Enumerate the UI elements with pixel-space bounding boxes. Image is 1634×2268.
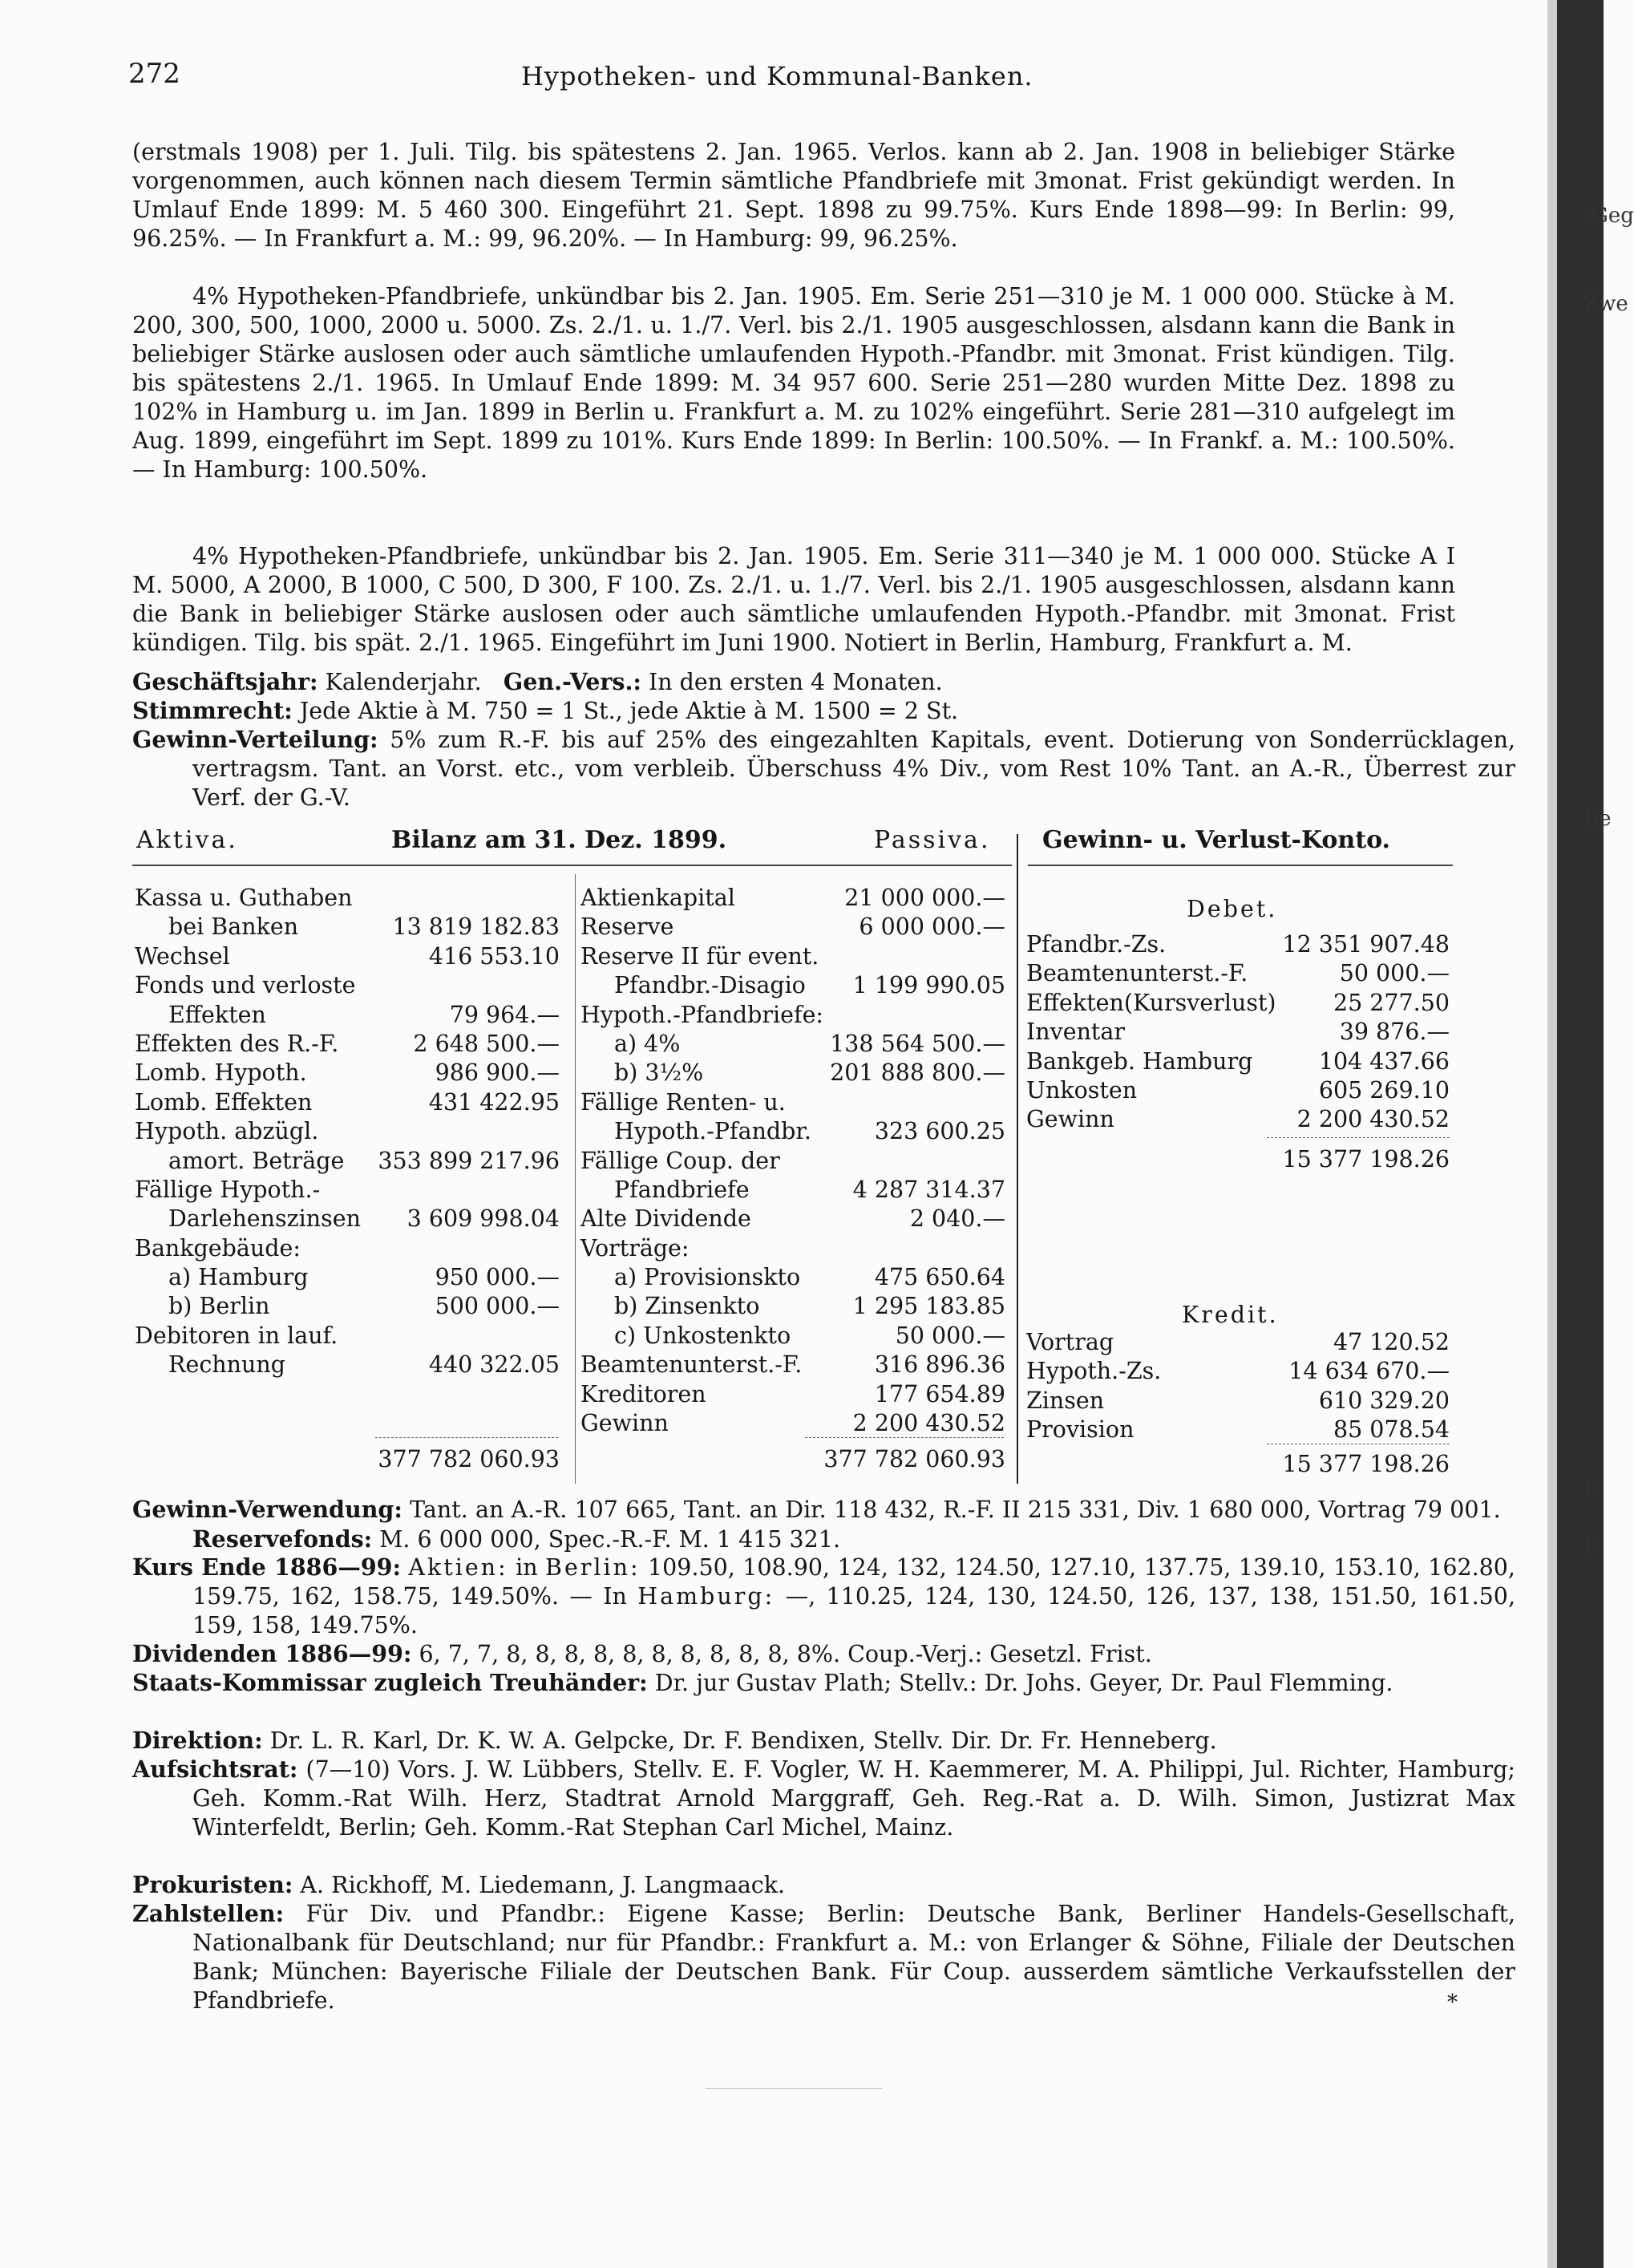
margin-fragment: Zwe (1583, 292, 1628, 316)
row-label: a) Provisionskto (614, 1264, 801, 1291)
row-label: Vortrag (1026, 1329, 1114, 1355)
row-label: Fällige Hypoth.- (135, 1176, 321, 1203)
row-value: 316 896.36 (874, 1351, 1005, 1379)
table-row (580, 1030, 1005, 1059)
page-gutter (1557, 0, 1604, 2268)
passiva-sum-rule (805, 1437, 1004, 1438)
row-value: 500 000.— (435, 1293, 560, 1320)
row-value: 610 329.20 (1318, 1387, 1450, 1414)
label: Geschäftsjahr: (132, 668, 318, 695)
row-label: b) Berlin (168, 1293, 270, 1320)
row-label: Inventar (1026, 1019, 1126, 1046)
row-value: 2 200 430.52 (1296, 1106, 1450, 1133)
table-row (580, 1059, 1005, 1087)
value: Dr. L. R. Karl, Dr. K. W. A. Gelpcke, Dr. F. Bendixen, Stellv. Dir. Dr. Fr. Henneberg. (269, 1727, 1217, 1754)
value: In den ersten 4 Monaten. (648, 669, 943, 695)
row-value: 138 564 500.— (830, 1030, 1005, 1057)
table-row (135, 913, 560, 942)
row-value: 4 287 314.37 (852, 1176, 1005, 1203)
table-row (135, 1176, 560, 1205)
kredit-table (1026, 1328, 1450, 1445)
row-label: amort. Beträge (168, 1147, 345, 1174)
row-label: Hypoth. abzügl. (135, 1118, 319, 1145)
table-row (580, 1234, 1005, 1263)
row-value: 3 609 998.04 (406, 1205, 560, 1233)
kredit-heading: Kredit. (1182, 1302, 1279, 1328)
table-row (580, 1409, 1005, 1438)
row-value: 14 634 670.— (1288, 1358, 1450, 1385)
row-value: 1 199 990.05 (852, 972, 1005, 999)
row-label: Lomb. Effekten (135, 1088, 313, 1116)
row-label: Reserve II für event. (580, 942, 819, 970)
row-label: Pfandbr.-Disagio (614, 972, 806, 999)
row-label: b) 3½% (614, 1059, 704, 1087)
gutter-shadow (1547, 0, 1557, 2268)
row-label: Pfandbr.-Zs. (1026, 931, 1167, 958)
row-label: a) Hamburg (168, 1264, 309, 1291)
aktiva-sum-rule (375, 1437, 558, 1438)
intro-paragraph-1: (erstmals 1908) per 1. Juli. Tilg. bis spätestens 2. Jan. 1965. Verlos. kann ab 2. Jan. 1908 in beliebiger Stärke vorgenommen, auch können nach diesem Termin sämtliche Pfandbriefe mit 3monat. Frist gekündigt werden. In Umlauf Ende 1899: M. 5 460 300. Eingeführt 21. Sept. 1898 zu 99.75%. Kurs Ende 1898—99: In Berlin: 99, 96.25%. — In Frankfurt a. M.: 99, 96.20%. — In Hamburg: 99, 96.25%. (132, 139, 1455, 252)
table-row (135, 942, 560, 971)
dividenden-line (132, 1639, 1515, 1669)
label: Staats-Kommissar zugleich Treuhänder: (132, 1669, 648, 1696)
row-value: 25 277.50 (1333, 989, 1450, 1016)
row-label: a) 4% (614, 1030, 681, 1057)
row-value: 50 000.— (895, 1322, 1005, 1349)
row-value: 6 000 000.— (859, 913, 1005, 941)
table-row (580, 913, 1005, 942)
row-label: Hypoth.-Zs. (1026, 1358, 1162, 1385)
table-row (580, 1001, 1005, 1030)
table-row (135, 1292, 560, 1321)
row-label: Vorträge: (580, 1234, 690, 1262)
row-value: 79 964.— (449, 1001, 560, 1028)
passiva-table (580, 884, 1005, 1438)
row-label: Darlehenszinsen (168, 1205, 361, 1233)
row-label: Aktienkapital (580, 885, 735, 911)
total-value: 377 782 060.93 (823, 1446, 1005, 1472)
table-row (580, 1176, 1005, 1205)
total-value: 15 377 198.26 (1282, 1146, 1450, 1172)
row-value: 50 000.— (1339, 960, 1450, 987)
table-row (1026, 1357, 1450, 1386)
value: Kalenderjahr. (325, 669, 482, 695)
value: A. Rickhoff, M. Liedemann, J. Langmaack. (300, 1872, 786, 1898)
table-row (580, 884, 1005, 913)
row-label: c) Unkostenkto (614, 1322, 791, 1349)
label: Direktion: (132, 1727, 263, 1754)
guv-top-rule (1028, 865, 1453, 866)
table-row (135, 1030, 560, 1059)
table-row (135, 1059, 560, 1087)
row-label: Effekten (168, 1001, 266, 1028)
bilanz-column-divider (575, 874, 576, 1484)
table-row (135, 1205, 560, 1233)
total-value: 15 377 198.26 (1282, 1451, 1450, 1477)
value: Tant. an A.-R. 107 665, Tant. an Dir. 118 432, R.-F. II 215 331, Div. 1 680 000, Vortrag 79 001. (410, 1496, 1501, 1523)
row-label: Fällige Renten- u. (580, 1088, 786, 1116)
table-row (1026, 1047, 1450, 1076)
table-row (1026, 1328, 1450, 1357)
label: Prokuristen: (132, 1871, 293, 1898)
label: Reservefonds: (192, 1525, 373, 1553)
row-value: 2 200 430.52 (852, 1410, 1005, 1437)
label: Kurs Ende 1886—99: (132, 1553, 401, 1581)
row-value: 201 888 800.— (830, 1059, 1005, 1087)
label: Dividenden 1886—99: (132, 1640, 412, 1667)
row-label: Hypoth.-Pfandbr. (614, 1118, 811, 1145)
row-value: 2 040.— (909, 1205, 1005, 1233)
table-row (580, 1292, 1005, 1321)
row-label: b) Zinsenkto (614, 1293, 760, 1320)
row-value: 605 269.10 (1318, 1076, 1450, 1104)
row-value: 950 000.— (435, 1264, 560, 1291)
row-value: 2 648 500.— (413, 1030, 560, 1057)
row-label: Bankgebäude: (135, 1234, 301, 1262)
row-value: 47 120.52 (1333, 1329, 1450, 1355)
value: Dr. jur Gustav Plath; Stellv.: Dr. Johs. Geyer, Dr. Paul Flemming. (654, 1670, 1393, 1696)
row-label: Hypoth.-Pfandbriefe: (580, 1001, 824, 1028)
guv-title: Gewinn- u. Verlust-Konto. (1042, 826, 1390, 854)
label: Zahlstellen: (132, 1900, 285, 1927)
row-value: 323 600.25 (874, 1118, 1005, 1145)
row-label: Fällige Coup. der (580, 1147, 780, 1174)
table-row (135, 1147, 560, 1176)
bottom-rule (706, 2088, 882, 2089)
row-label: Wechsel (135, 942, 230, 970)
zahlstellen-paragraph (132, 1899, 1515, 2015)
value: Für Div. und Pfandbr.: Eigene Kasse; Berlin: Deutsche Bank, Berliner Handels-Gesellschaft, Nationalbank für Deutschland; nur für Pfandbr.: Frankfurt a. M.: von Erlanger & Söhne, Filiale der Deutschen Bank; München: Bayerische Filiale der Deutschen Bank. Für Coup. ausserdem sämtliche Verkaufsstellen der Pfandbriefe. (192, 1901, 1515, 2014)
table-row (1026, 1387, 1450, 1415)
table-row (135, 1117, 560, 1146)
intro-paragraph-2: 4% Hypotheken-Pfandbriefe, unkündbar bis 2. Jan. 1905. Em. Serie 251—310 je M. 1 000 000. Stücke à M. 200, 300, 500, 1000, 2000 u. 5000. Zs. 2./1. u. 1./7. Verl. bis 2./1. 1905 ausgeschlossen, alsdann kann die Bank in beliebiger Stärke auslosen oder auch sämtliche umlaufenden Hypoth.-Pfandbr. mit 3monat. Frist kündigen. Tilg. bis spätestens 2./1. 1965. In Umlauf Ende 1899: M. 34 957 600. Serie 251—280 wurden Mitte Dez. 1898 zu 102% in Hamburg u. im Jan. 1899 in Berlin u. Frankfurt a. M. zu 102% eingeführt. Serie 281—310 aufgelegt im Aug. 1899, eingeführt im Sept. 1899 zu 101%. Kurs Ende 1899: In Berlin: 100.50%. — In Frankf. a. M.: 100.50%. — In Hamburg: 100.50%. (132, 283, 1455, 483)
debet-table (1026, 930, 1450, 1135)
row-label: Effekten des R.-F. (135, 1030, 339, 1057)
aufsichtsrat-paragraph (132, 1755, 1515, 1842)
table-row (1026, 1415, 1450, 1444)
row-value: 177 654.89 (874, 1380, 1005, 1407)
table-row (135, 971, 560, 1000)
gewinn-verwendung-paragraph (132, 1495, 1515, 1554)
table-row (1026, 959, 1450, 988)
row-value: 85 078.54 (1333, 1416, 1450, 1444)
kurs-paragraph (132, 1553, 1515, 1640)
hamburg-label: Hamburg: (637, 1583, 775, 1610)
table-row (580, 1322, 1005, 1351)
margin-fragment: P (1583, 1535, 1598, 1559)
row-value: 416 553.10 (428, 942, 560, 970)
row-label: bei Banken (168, 913, 299, 941)
berlin-label: Berlin: (545, 1554, 641, 1581)
value: in (516, 1554, 538, 1581)
geschaeftsjahr-line (132, 667, 1515, 697)
table-top-rule (132, 865, 1012, 866)
margin-fragment: Be (1583, 807, 1612, 831)
row-label: Reserve (580, 913, 674, 941)
direktion-line (132, 1726, 1515, 1756)
value: 6, 7, 7, 8, 8, 8, 8, 8, 8, 8, 8, 8, 8, 8%. Coup.-Verj.: Gesetzl. Frist. (419, 1641, 1152, 1667)
table-row (135, 1001, 560, 1030)
table-row (1026, 930, 1450, 959)
margin-fragment: K (1583, 1477, 1600, 1501)
aktiva-table (135, 884, 560, 1380)
row-label: Provision (1026, 1416, 1134, 1444)
staats-kommissar-paragraph (132, 1668, 1515, 1698)
row-value: 12 351 907.48 (1282, 931, 1450, 958)
total-value: 377 782 060.93 (378, 1446, 560, 1472)
table-row (135, 884, 560, 913)
table-row (580, 1205, 1005, 1233)
row-label: Gewinn (1026, 1106, 1114, 1133)
row-label: Gewinn (580, 1410, 669, 1437)
margin-fragment: (Geg (1583, 204, 1634, 228)
label: Stimmrecht: (132, 697, 293, 724)
page-number: 272 (128, 58, 180, 90)
row-label: Fonds und verloste (135, 972, 356, 999)
table-row (135, 1322, 560, 1351)
table-row (580, 942, 1005, 971)
label: Aufsichtsrat: (132, 1756, 298, 1783)
row-value: 353 899 217.96 (378, 1147, 560, 1174)
row-label: Zinsen (1026, 1387, 1105, 1414)
table-row (580, 971, 1005, 1000)
row-value: 440 322.05 (428, 1351, 560, 1379)
table-row (135, 1234, 560, 1263)
row-label: Pfandbriefe (614, 1176, 750, 1203)
debet-heading: Debet. (1187, 896, 1278, 922)
prokuristen-line (132, 1870, 1515, 1900)
value: (7—10) Vors. J. W. Lübbers, Stellv. E. F. Vogler, W. H. Kaemmerer, M. A. Philippi, Jul. Richter, Hamburg; Geh. Komm.-Rat Wilh. Herz, Stadtrat Arnold Marggraff, Geh. Reg.-Rat a. D. Wilh. Simon, Justizrat Max Winterfeldt, Berlin; Geh. Komm.-Rat Stephan Carl Michel, Mainz. (192, 1756, 1515, 1841)
table-row (580, 1263, 1005, 1292)
row-value: 431 422.95 (428, 1088, 560, 1116)
row-label: Effekten(Kursverlust) (1026, 989, 1276, 1016)
row-label: Unkosten (1026, 1076, 1138, 1104)
row-label: Lomb. Hypoth. (135, 1059, 307, 1087)
row-label: Kassa u. Guthaben (135, 885, 353, 911)
intro-paragraph-3: 4% Hypotheken-Pfandbriefe, unkündbar bis 2. Jan. 1905. Em. Serie 311—340 je M. 1 000 000. Stücke A I M. 5000, A 2000, B 1000, C 500, D 300, F 100. Zs. 2./1. u. 1./7. Verl. bis 2./1. 1905 ausgeschlossen, alsdann kann die Bank in beliebiger Stärke auslosen oder auch sämtliche umlaufenden Hypoth.-Pfandbr. mit 3monat. Frist kündigen. Tilg. bis spät. 2./1. 1965. Eingeführt im Juni 1900. Notiert in Berlin, Hamburg, Frankfurt a. M. (132, 543, 1455, 656)
bilanz-title: Bilanz am 31. Dez. 1899. (391, 826, 727, 854)
debet-total-row (1026, 1145, 1450, 1174)
table-row (135, 1263, 560, 1292)
table-row (1026, 989, 1450, 1018)
row-value: 104 437.66 (1318, 1047, 1450, 1075)
aktien-label: Aktien: (408, 1554, 508, 1581)
value: —, 110.25, 124, 130, 124.50, 126, 137, 138, 151.50, 161.50, 159, 158, 149.75%. (192, 1583, 1516, 1638)
guv-column-divider (1017, 834, 1018, 1484)
row-label: Kreditoren (580, 1380, 706, 1407)
table-row (1026, 1105, 1450, 1134)
passiva-total-row (580, 1445, 1005, 1474)
debet-sum-rule (1267, 1137, 1450, 1138)
row-value: 986 900.— (435, 1059, 560, 1087)
row-label: Bankgeb. Hamburg (1026, 1047, 1253, 1075)
row-value: 21 000 000.— (844, 885, 1005, 911)
value: Jede Aktie à M. 750 = 1 St., jede Aktie à M. 1500 = 2 St. (299, 698, 959, 724)
row-label: Debitoren in lauf. (135, 1322, 338, 1349)
row-value: 13 819 182.83 (392, 913, 560, 941)
row-value: 39 876.— (1339, 1019, 1450, 1046)
value: 5% zum R.-F. bis auf 25% des eingezahlten Kapitals, event. Dotierung von Sonderrücklagen, vertragsm. Tant. an Vorst. etc., vom verbleib. Überschuss 4% Div., vom Rest 10% Tant. an A.-R., Überrest zur Verf. der G.-V. (192, 727, 1515, 811)
footnote-star: * (1447, 1991, 1458, 2015)
gewinn-verteilung-paragraph (132, 725, 1515, 812)
row-label: Alte Dividende (580, 1205, 751, 1233)
table-row (1026, 1076, 1450, 1105)
row-value: 1 295 183.85 (852, 1293, 1005, 1320)
row-label: Rechnung (168, 1351, 285, 1379)
table-row (1026, 1018, 1450, 1047)
label: Gen.-Vers.: (503, 668, 641, 695)
row-value: 475 650.64 (874, 1264, 1005, 1291)
label: Gewinn-Verwendung: (132, 1496, 402, 1523)
table-row (580, 1351, 1005, 1379)
table-row (135, 1351, 560, 1379)
table-row (580, 1117, 1005, 1146)
label: Gewinn-Verteilung: (132, 726, 378, 753)
table-row (580, 1380, 1005, 1409)
row-label: Beamtenunterst.-F. (1026, 960, 1248, 987)
row-label: Beamtenunterst.-F. (580, 1351, 803, 1379)
table-row (580, 1088, 1005, 1117)
value: 109.50, 108.90, 124, 132, 124.50, 127.10, 137.75, 139.10, 153.10, 162.80, 159.75, 162, 158.75, 149.50%. — In (192, 1554, 1515, 1610)
aktiva-header: Aktiva. (136, 826, 238, 854)
running-title: Hypotheken- und Kommunal-Banken. (521, 61, 1033, 91)
table-row (580, 1147, 1005, 1176)
aktiva-total-row (135, 1445, 560, 1474)
kredit-total-row (1026, 1450, 1450, 1479)
stimmrecht-line (132, 696, 1515, 726)
passiva-header: Passiva. (874, 826, 991, 854)
table-row (135, 1088, 560, 1117)
value: M. 6 000 000, Spec.-R.-F. M. 1 415 321. (379, 1526, 841, 1553)
